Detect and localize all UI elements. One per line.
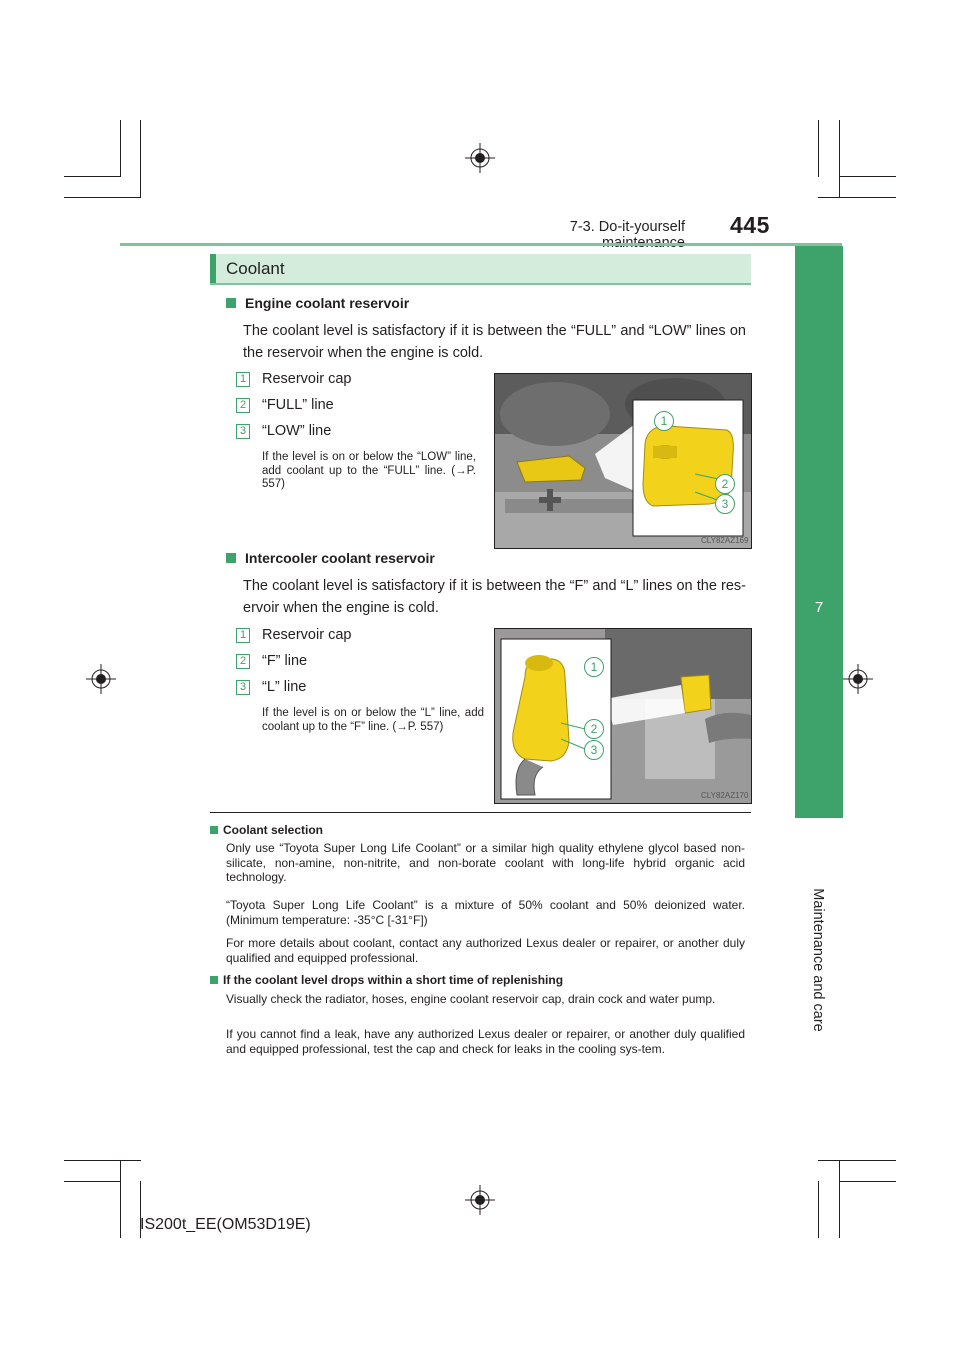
- crop-mark: [64, 1181, 120, 1182]
- crop-mark: [839, 1160, 840, 1238]
- registration-mark-icon: [465, 1185, 495, 1215]
- note-paragraph: If you cannot find a leak, have any authorized Lexus dealer or repairer, or another duly qualified and equipped professional, test the cap and check for leaks in the cooling sys-tem.: [226, 1027, 745, 1056]
- crop-mark: [818, 197, 896, 198]
- note-title-text: If the coolant level drops within a short time of replenishing: [223, 973, 564, 987]
- chapter-number: 7: [814, 599, 824, 616]
- crop-mark: [818, 120, 819, 177]
- section-title: 7-3. Do-it-yourself: [569, 219, 685, 235]
- chapter-tab: [795, 246, 843, 818]
- item-label: Reservoir cap: [262, 627, 352, 643]
- item-label: “FULL” line: [262, 397, 334, 413]
- callout-3: 3: [584, 740, 604, 760]
- item-label: “LOW” line: [262, 423, 332, 439]
- crop-mark: [64, 176, 120, 177]
- item-number: 1: [236, 628, 250, 643]
- square-bullet-icon: [210, 826, 218, 834]
- document-code: IS200t_EE(OM53D19E): [140, 1216, 311, 1233]
- description: The coolant level is satisfactory if it is between the “FULL” and “LOW” lines on the reservoir when the engine is cold.: [243, 323, 746, 361]
- callout-3: 3: [715, 494, 735, 514]
- crop-mark: [839, 120, 840, 198]
- note-title: [210, 973, 563, 987]
- note-text: If the level is on or below the “LOW” line, add coolant up to the “FULL” line. (→P. 557): [262, 451, 476, 490]
- note-title-text: Coolant selection: [223, 823, 324, 837]
- engine-bay-illustration: [495, 374, 751, 548]
- heading-accent-bar: [210, 254, 216, 283]
- subsection-title: [226, 550, 435, 566]
- callout-2: 2: [715, 474, 735, 494]
- item-number: 3: [236, 424, 250, 439]
- image-code: CLY82AZ169: [701, 536, 749, 545]
- subsection-title: [226, 295, 409, 311]
- item-number: 3: [236, 680, 250, 695]
- crop-mark: [64, 197, 141, 198]
- crop-mark: [818, 1181, 819, 1238]
- note-title: [210, 823, 323, 837]
- crop-mark: [64, 1160, 141, 1161]
- registration-mark-icon: [86, 664, 116, 694]
- note-paragraph: Visually check the radiator, hoses, engine coolant reservoir cap, drain cock and water pump.: [226, 992, 716, 1006]
- item-label: Reservoir cap: [262, 371, 352, 387]
- item-number: 2: [236, 654, 250, 669]
- subsection-title-text: Engine coolant reservoir: [245, 295, 410, 311]
- note-paragraph: Only use “Toyota Super Long Life Coolant” or a similar high quality ethylene glycol based non-silicate, non-amine, non-nitrite, and non-borate coolant with long-life hybrid organic acid technology.: [226, 841, 745, 884]
- note-paragraph: For more details about coolant, contact any authorized Lexus dealer or repairer, or another duly qualified and equipped professional.: [226, 936, 745, 965]
- subsection-title-text: Intercooler coolant reservoir: [245, 550, 435, 566]
- square-bullet-icon: [210, 976, 218, 984]
- note-text: If the level is on or below the “L” line, add coolant up to the “F” line. (→P. 557): [262, 707, 484, 733]
- item-number: 2: [236, 398, 250, 413]
- crop-mark: [140, 120, 141, 198]
- crop-mark: [818, 1160, 896, 1161]
- section-heading: [210, 254, 751, 285]
- item-label: “L” line: [262, 679, 307, 695]
- crop-mark: [120, 1160, 121, 1238]
- crop-mark: [839, 1181, 896, 1182]
- registration-mark-icon: [843, 664, 873, 694]
- item-label: “F” line: [262, 653, 308, 669]
- chapter-label-container: [783, 860, 853, 1060]
- note-paragraph: “Toyota Super Long Life Coolant” is a mixture of 50% coolant and 50% deionized water. (Minimum temperature: -35°C [-31°F]): [226, 898, 745, 927]
- square-bullet-icon: [226, 553, 236, 563]
- crop-mark: [839, 176, 896, 177]
- engine-coolant-reservoir-photo: [494, 373, 752, 549]
- item-number: 1: [236, 372, 250, 387]
- header-rule: [120, 243, 842, 246]
- callout-1: 1: [584, 657, 604, 677]
- page-number: 445: [730, 212, 770, 238]
- callout-1: 1: [654, 411, 674, 431]
- square-bullet-icon: [226, 298, 236, 308]
- section-divider: [210, 812, 751, 813]
- chapter-label: Maintenance and care: [810, 888, 826, 1032]
- registration-mark-icon: [465, 143, 495, 173]
- crop-mark: [120, 120, 121, 177]
- image-code: CLY82AZ170: [701, 791, 749, 800]
- heading-text: Coolant: [226, 259, 285, 278]
- intercooler-bay-illustration: [495, 629, 751, 803]
- callout-2: 2: [584, 719, 604, 739]
- description: The coolant level is satisfactory if it is between the “F” and “L” lines on the res-ervoir when the engine is cold.: [243, 578, 746, 616]
- intercooler-coolant-reservoir-photo: [494, 628, 752, 804]
